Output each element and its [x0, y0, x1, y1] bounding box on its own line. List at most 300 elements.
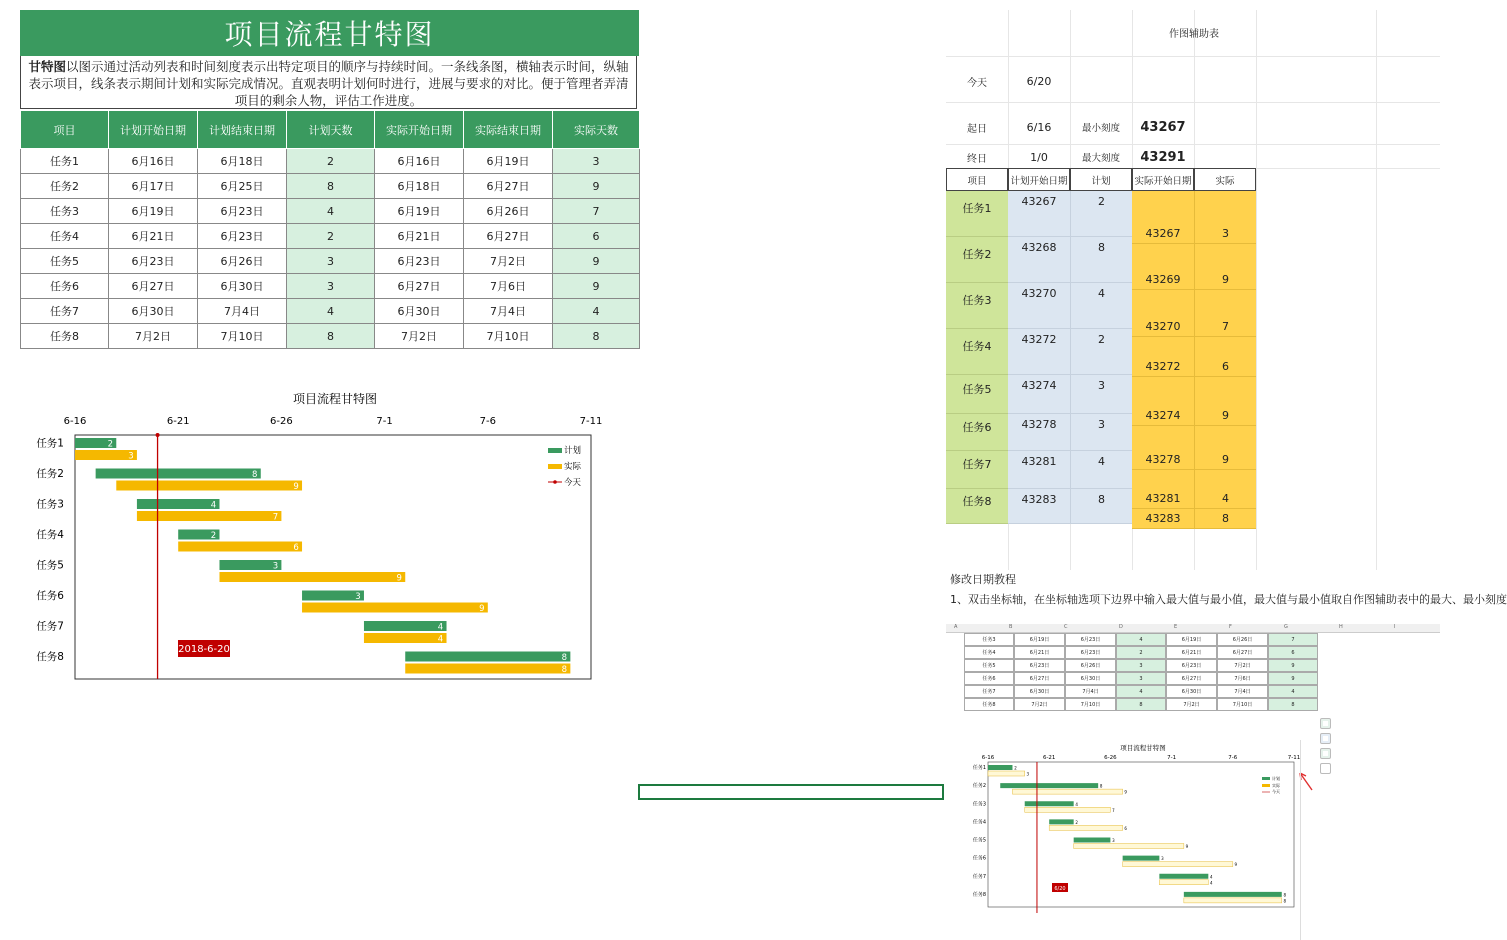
thumb-cell: 6月21日	[1166, 646, 1217, 659]
helper-cell[interactable]: 43268	[1008, 237, 1070, 283]
table-row	[21, 224, 640, 249]
table-cell[interactable]: 6月30日	[198, 274, 287, 299]
table-cell[interactable]: 7月2日	[464, 249, 553, 274]
thumb-y-tick: 任务5	[972, 837, 986, 844]
helper-cell[interactable]: 实际开始日期	[1132, 168, 1194, 191]
legend-swatch	[548, 448, 562, 453]
table-header-row	[21, 111, 640, 149]
helper-cell[interactable]: 8	[1070, 237, 1132, 283]
desc-text: 以图示通过活动列表和时间刻度表示出特定项目的顺序与持续时间。一条线条图，横轴表示时间，纵轴表示项目，线条表示期间计划和实际完成情况。直观表明计划何时进行，进展与要求的对比。便于管理者弄清项目的剩余人物，评估工作进度。	[28, 59, 629, 108]
thumb-actual-bar	[1012, 789, 1122, 794]
table-cell[interactable]: 任务6	[21, 274, 109, 299]
thumb-cell: 6月27日	[1014, 672, 1065, 685]
bar-data-label: 3	[272, 561, 279, 572]
table-cell[interactable]: 6月30日	[109, 299, 198, 324]
thumb-y-tick: 任务1	[972, 765, 986, 771]
table-cell[interactable]: 9	[553, 174, 640, 199]
grid-line	[1256, 10, 1257, 570]
x-tick-label: 7-6	[479, 416, 496, 427]
table-cell[interactable]: 6月27日	[375, 274, 464, 299]
table-cell[interactable]: 任务1	[21, 149, 109, 174]
table-row	[21, 249, 640, 274]
thumb-col-letter: F	[1229, 624, 1232, 630]
table-cell[interactable]: 6月30日	[375, 299, 464, 324]
table-cell[interactable]: 6月23日	[198, 199, 287, 224]
thumb-bar-label: 3	[1026, 771, 1029, 777]
thumb-col-letter: A	[954, 624, 958, 630]
thumb-legend-swatch	[1262, 777, 1270, 780]
helper-cell[interactable]: 43267	[1140, 119, 1186, 135]
helper-cell[interactable]: 2	[1070, 191, 1132, 237]
thumb-actual-bar	[1159, 880, 1208, 885]
thumb-cell: 6月27日	[1166, 672, 1217, 685]
thumb-x-tick: 6-16	[981, 755, 995, 761]
table-cell[interactable]: 6月23日	[375, 249, 464, 274]
helper-cell[interactable]: 43283	[1008, 489, 1070, 524]
bar-data-label: 8	[252, 470, 258, 480]
thumb-cell: 6月19日	[1014, 633, 1065, 646]
table-row	[21, 174, 640, 199]
table-cell[interactable]: 7月10日	[198, 324, 287, 349]
helper-cell[interactable]: 8	[1070, 489, 1132, 524]
actual-bar[interactable]	[137, 511, 281, 521]
bar-data-label: 8	[561, 653, 568, 663]
thumb-x-tick: 6-26	[1104, 755, 1117, 761]
header-actual-days[interactable]: 实际天数	[553, 111, 640, 149]
table-cell[interactable]: 6月27日	[464, 174, 553, 199]
table-cell[interactable]: 4	[287, 299, 375, 324]
task-table	[20, 110, 640, 349]
table-cell[interactable]: 6月19日	[109, 199, 198, 224]
helper-cell[interactable]: 43278	[1132, 426, 1194, 470]
thumb-plan-bar	[988, 765, 1012, 770]
x-tick-label: 6-16	[63, 416, 87, 427]
helper-cell[interactable]: 6	[1194, 337, 1256, 377]
thumb-cell: 3	[1116, 659, 1166, 672]
thumb-plan-bar	[1025, 801, 1074, 806]
gantt-chart[interactable]	[20, 388, 620, 688]
table-cell[interactable]: 6月23日	[198, 224, 287, 249]
table-cell[interactable]: 6月16日	[375, 149, 464, 174]
actual-bar[interactable]	[364, 633, 447, 643]
thumb-cell: 6月26日	[1065, 659, 1116, 672]
table-cell[interactable]: 6月26日	[198, 249, 287, 274]
table-cell[interactable]: 7	[553, 199, 640, 224]
today-marker	[156, 433, 160, 437]
table-cell[interactable]: 6月27日	[464, 224, 553, 249]
chart-title: 项目流程甘特图	[292, 392, 378, 406]
thumb-col-letter: E	[1174, 624, 1178, 630]
thumb-cell: 3	[1116, 672, 1166, 685]
helper-cell[interactable]: 8	[1194, 509, 1256, 529]
helper-cell[interactable]: 起日	[967, 123, 987, 135]
thumb-bar-label: 9	[1185, 844, 1189, 849]
table-cell[interactable]: 6月21日	[375, 224, 464, 249]
helper-cell[interactable]: 3	[1194, 191, 1256, 244]
table-row	[21, 324, 640, 349]
thumb-plan-bar	[1123, 856, 1160, 861]
grid-line	[946, 144, 1440, 145]
y-tick-label: 任务3	[36, 498, 64, 511]
thumb-cell: 任务7	[964, 685, 1014, 698]
thumb-bar-label: 2	[1014, 765, 1017, 771]
grid-line	[1300, 740, 1301, 940]
x-tick-label: 7-1	[376, 416, 393, 427]
table-cell[interactable]: 7月2日	[375, 324, 464, 349]
thumb-legend-swatch	[1262, 784, 1270, 787]
thumb-y-tick: 任务7	[972, 873, 986, 880]
helper-cell[interactable]: 43270	[1132, 290, 1194, 337]
helper-cell[interactable]: 任务6	[946, 414, 1008, 451]
helper-cell[interactable]: 43270	[1008, 283, 1070, 329]
helper-cell[interactable]: 43272	[1008, 329, 1070, 375]
bar-data-label: 2	[107, 439, 113, 450]
tutorial-step-1: 1、双击坐标轴，在坐标轴选项下边界中输入最大值与最小值，最大值与最小值取自作图辅助表中的最大、最小刻度	[950, 593, 1507, 606]
table-cell[interactable]: 9	[553, 249, 640, 274]
thumb-cell: 4	[1268, 685, 1318, 698]
thumb-cell: 7月2日	[1166, 698, 1217, 711]
helper-cell[interactable]: 9	[1194, 377, 1256, 426]
helper-cell[interactable]: 任务7	[946, 451, 1008, 489]
table-cell[interactable]: 6月21日	[109, 224, 198, 249]
tutorial-title: 修改日期教程	[950, 573, 1016, 586]
table-row	[21, 149, 640, 174]
table-cell[interactable]: 7月6日	[464, 274, 553, 299]
table-cell[interactable]: 3	[287, 249, 375, 274]
helper-cell[interactable]: 任务3	[946, 283, 1008, 329]
bar-data-label: 6	[293, 543, 299, 553]
thumb-cell: 任务4	[964, 646, 1014, 659]
helper-cell[interactable]: 43274	[1132, 377, 1194, 426]
helper-cell[interactable]: 终日	[967, 153, 987, 165]
helper-cell[interactable]: 43269	[1132, 244, 1194, 290]
thumb-gantt-chart	[966, 740, 1326, 940]
thumb-col-letter: G	[1284, 624, 1288, 630]
table-row	[21, 274, 640, 299]
legend-label: 计划	[564, 446, 582, 456]
thumb-plan-bar	[1159, 874, 1208, 879]
table-cell[interactable]: 6月18日	[375, 174, 464, 199]
thumb-cell: 8	[1116, 698, 1166, 711]
thumb-cell: 4	[1116, 685, 1166, 698]
thumb-bar-label: 6	[1124, 825, 1127, 831]
table-cell[interactable]: 6月27日	[109, 274, 198, 299]
thumb-col-letter: I	[1394, 624, 1396, 630]
helper-cell[interactable]: 任务8	[946, 489, 1008, 524]
x-tick-label: 7-11	[579, 416, 603, 427]
helper-table	[946, 10, 1440, 570]
thumb-bar-label: 9	[1124, 789, 1127, 795]
thumb-cell: 6月23日	[1166, 659, 1217, 672]
table-row	[21, 199, 640, 224]
thumb-cell: 6月30日	[1166, 685, 1217, 698]
helper-cell[interactable]: 2	[1070, 329, 1132, 375]
helper-cell[interactable]: 计划	[1070, 168, 1132, 191]
helper-cell[interactable]: 4	[1070, 283, 1132, 329]
chart-tool-icon[interactable]	[1320, 718, 1331, 729]
header-actual-end[interactable]: 实际结束日期	[464, 111, 553, 149]
legend-label: 实际	[564, 462, 582, 472]
helper-cell[interactable]: 43291	[1140, 149, 1186, 165]
bar-data-label: 9	[479, 604, 485, 614]
table-cell[interactable]: 6月19日	[375, 199, 464, 224]
thumb-y-tick: 任务6	[972, 855, 986, 862]
helper-cell[interactable]: 43267	[1008, 191, 1070, 237]
thumb-bar-label: 3	[1112, 838, 1115, 843]
helper-cell[interactable]: 3	[1070, 375, 1132, 414]
helper-cell[interactable]: 计划开始日期	[1008, 168, 1070, 191]
helper-cell[interactable]: 9	[1194, 244, 1256, 290]
thumb-today-label: 6/20	[1054, 886, 1066, 892]
table-cell[interactable]: 6月18日	[198, 149, 287, 174]
actual-bar[interactable]	[116, 481, 302, 491]
header-plan-end[interactable]: 计划结束日期	[198, 111, 287, 149]
thumb-x-tick: 7-1	[1167, 755, 1177, 761]
bar-data-label: 3	[355, 592, 361, 602]
bar-data-label: 3	[128, 451, 134, 462]
thumb-cell: 6月23日	[1065, 633, 1116, 646]
bar-data-label: 4	[437, 634, 444, 645]
thumb-col-letter: B	[1009, 624, 1013, 630]
thumb-cell: 7月2日	[1014, 698, 1065, 711]
table-cell[interactable]: 6月26日	[464, 199, 553, 224]
thumb-col-header	[946, 624, 1440, 633]
thumb-cell: 任务3	[964, 633, 1014, 646]
header-task[interactable]: 项目	[21, 111, 109, 149]
y-tick-label: 任务5	[36, 559, 64, 572]
thumb-bar-label: 2	[1075, 819, 1078, 825]
helper-cell[interactable]: 最小刻度	[1081, 123, 1120, 134]
bar-data-label: 4	[437, 622, 444, 633]
thumb-plan-bar	[1049, 819, 1073, 824]
thumb-cell: 7	[1268, 633, 1318, 646]
thumb-cell: 6月19日	[1166, 633, 1217, 646]
helper-cell[interactable]: 作图辅助表	[1169, 28, 1219, 40]
thumb-actual-bar	[988, 771, 1025, 776]
thumb-y-tick: 任务3	[972, 801, 986, 808]
thumb-cell: 6月26日	[1217, 633, 1268, 646]
header-actual-start[interactable]: 实际开始日期	[375, 111, 464, 149]
table-cell[interactable]: 任务2	[21, 174, 109, 199]
table-cell[interactable]: 2	[287, 149, 375, 174]
today-label: 2018-6-20	[178, 644, 230, 655]
thumb-cell: 任务5	[964, 659, 1014, 672]
thumb-col-letter: D	[1119, 624, 1123, 630]
thumb-cell: 6月21日	[1014, 646, 1065, 659]
actual-bar[interactable]	[302, 603, 488, 613]
thumb-actual-bar	[1025, 807, 1111, 812]
thumb-cell: 任务6	[964, 672, 1014, 685]
bar-data-label: 7	[272, 512, 279, 523]
helper-cell[interactable]: 6/20	[1026, 74, 1052, 88]
selected-cell-range[interactable]	[638, 784, 944, 800]
table-cell[interactable]: 4	[287, 199, 375, 224]
table-cell[interactable]: 8	[287, 324, 375, 349]
thumb-legend-label: 计划	[1272, 776, 1280, 781]
plan-bar[interactable]	[405, 652, 570, 662]
table-cell[interactable]: 8	[287, 174, 375, 199]
thumb-plan-bar	[1000, 783, 1098, 788]
table-cell[interactable]: 4	[553, 299, 640, 324]
x-tick-label: 6-21	[166, 416, 190, 427]
thumb-cell: 7月2日	[1217, 659, 1268, 672]
helper-cell[interactable]: 43278	[1008, 414, 1070, 451]
thumb-chart-title: 项目流程甘特图	[1120, 744, 1166, 752]
table-cell[interactable]: 6	[553, 224, 640, 249]
helper-cell[interactable]: 任务1	[946, 191, 1008, 237]
thumb-legend-label: 今天	[1272, 789, 1280, 794]
helper-cell[interactable]: 4	[1070, 451, 1132, 489]
thumb-col-letter: H	[1339, 624, 1343, 630]
bar-data-label: 9	[396, 573, 402, 584]
helper-cell[interactable]: 7	[1194, 290, 1256, 337]
table-cell[interactable]: 3	[287, 274, 375, 299]
thumb-cell: 6月30日	[1014, 685, 1065, 698]
plan-bar[interactable]	[137, 499, 220, 509]
thumb-col-letter: C	[1064, 624, 1068, 630]
thumb-bar-label: 9	[1234, 862, 1238, 868]
table-cell[interactable]: 3	[553, 149, 640, 174]
helper-cell[interactable]: 43283	[1132, 509, 1194, 529]
thumb-cell: 7月4日	[1065, 685, 1116, 698]
actual-bar[interactable]	[219, 572, 405, 582]
thumb-cell: 2	[1116, 646, 1166, 659]
annotation-arrow-icon	[1300, 773, 1312, 790]
thumb-cell: 6月23日	[1014, 659, 1065, 672]
table-cell[interactable]: 7月4日	[464, 299, 553, 324]
thumb-y-tick: 任务2	[972, 783, 986, 790]
y-tick-label: 任务4	[36, 528, 64, 541]
thumb-bar-label: 4	[1075, 801, 1078, 807]
helper-cell[interactable]: 任务5	[946, 375, 1008, 414]
header-plan-start[interactable]: 计划开始日期	[109, 111, 198, 149]
helper-cell[interactable]: 43274	[1008, 375, 1070, 414]
grid-line	[1376, 10, 1377, 570]
table-cell[interactable]: 任务8	[21, 324, 109, 349]
table-cell[interactable]: 任务3	[21, 199, 109, 224]
bar-data-label: 8	[561, 665, 568, 675]
helper-cell[interactable]: 实际	[1194, 168, 1256, 191]
thumb-actual-bar	[1049, 825, 1122, 830]
actual-bar[interactable]	[178, 542, 302, 552]
thumb-plan-bar	[1184, 892, 1282, 897]
y-tick-label: 任务2	[36, 467, 64, 480]
thumb-cell: 8	[1268, 698, 1318, 711]
thumb-actual-bar	[1074, 844, 1184, 849]
helper-cell[interactable]: 4	[1194, 470, 1256, 509]
thumb-actual-bar	[1184, 898, 1282, 903]
thumb-bar-label: 8	[1099, 783, 1103, 789]
helper-cell[interactable]: 6/16	[1026, 120, 1052, 134]
helper-cell[interactable]: 43267	[1132, 191, 1194, 244]
helper-cell[interactable]: 任务2	[946, 237, 1008, 283]
actual-bar[interactable]	[405, 664, 570, 674]
helper-cell[interactable]: 1/0	[1030, 150, 1048, 164]
thumb-cell: 6月23日	[1065, 646, 1116, 659]
header-plan-days[interactable]: 计划天数	[287, 111, 375, 149]
thumb-cell: 6	[1268, 646, 1318, 659]
thumb-bar-label: 7	[1112, 807, 1115, 813]
table-cell[interactable]: 任务5	[21, 249, 109, 274]
main-description	[20, 56, 637, 109]
bar-data-label: 2	[210, 531, 217, 541]
legend-label: 今天	[564, 478, 582, 488]
helper-cell[interactable]: 今天	[967, 77, 987, 89]
helper-cell[interactable]: 43281	[1008, 451, 1070, 489]
helper-cell[interactable]: 9	[1194, 426, 1256, 470]
table-cell[interactable]: 7月2日	[109, 324, 198, 349]
thumb-cell: 9	[1268, 672, 1318, 685]
thumb-bar-label: 8	[1283, 892, 1287, 898]
thumb-cell: 7月6日	[1217, 672, 1268, 685]
table-cell[interactable]: 6月23日	[109, 249, 198, 274]
thumb-cell: 7月4日	[1217, 685, 1268, 698]
table-cell[interactable]: 6月17日	[109, 174, 198, 199]
table-cell[interactable]: 6月16日	[109, 149, 198, 174]
helper-cell[interactable]: 任务4	[946, 329, 1008, 375]
table-cell[interactable]: 9	[553, 274, 640, 299]
table-cell[interactable]: 6月19日	[464, 149, 553, 174]
table-row	[21, 299, 640, 324]
thumb-plan-bar	[1074, 838, 1111, 843]
table-cell[interactable]: 7月4日	[198, 299, 287, 324]
x-tick-label: 6-26	[270, 416, 293, 427]
y-tick-label: 任务6	[36, 589, 64, 602]
thumb-cell: 任务8	[964, 698, 1014, 711]
helper-cell[interactable]: 3	[1070, 414, 1132, 451]
main-title: 项目流程甘特图	[20, 10, 639, 56]
thumb-cell: 4	[1116, 633, 1166, 646]
table-cell[interactable]: 6月25日	[198, 174, 287, 199]
thumb-cell: 6月27日	[1217, 646, 1268, 659]
bar-data-label: 4	[210, 500, 217, 511]
thumb-cell: 7月10日	[1065, 698, 1116, 711]
legend-marker	[553, 480, 557, 484]
y-tick-label: 任务1	[36, 437, 64, 450]
thumb-bar-label: 8	[1283, 898, 1287, 904]
thumb-actual-bar	[1123, 862, 1233, 867]
helper-cell[interactable]: 43281	[1132, 470, 1194, 509]
legend-swatch	[548, 464, 562, 469]
table-cell[interactable]: 7月10日	[464, 324, 553, 349]
helper-cell[interactable]: 43272	[1132, 337, 1194, 377]
bar-data-label: 9	[293, 482, 299, 492]
thumb-x-tick: 7-6	[1228, 755, 1238, 761]
thumb-x-tick: 6-21	[1042, 755, 1056, 761]
thumb-y-tick: 任务8	[972, 891, 986, 898]
helper-cell[interactable]: 项目	[946, 168, 1008, 191]
y-tick-label: 任务8	[36, 650, 64, 663]
thumb-cell: 9	[1268, 659, 1318, 672]
y-tick-label: 任务7	[36, 620, 64, 633]
tutorial-screenshot	[946, 624, 1440, 912]
thumb-y-tick: 任务4	[972, 819, 986, 826]
thumb-bar-label: 4	[1210, 880, 1213, 886]
table-cell[interactable]: 任务4	[21, 224, 109, 249]
thumb-x-tick: 7-11	[1287, 755, 1301, 761]
desc-bold: 甘特图	[28, 59, 66, 74]
plan-bar[interactable]	[96, 469, 261, 479]
table-cell[interactable]: 任务7	[21, 299, 109, 324]
grid-line	[946, 56, 1440, 57]
helper-cell[interactable]: 最大刻度	[1081, 153, 1120, 164]
table-cell[interactable]: 8	[553, 324, 640, 349]
grid-line	[946, 102, 1440, 103]
thumb-bar-label: 3	[1161, 856, 1164, 862]
table-cell[interactable]: 2	[287, 224, 375, 249]
plan-bar[interactable]	[364, 621, 447, 631]
thumb-bar-label: 4	[1210, 874, 1213, 880]
